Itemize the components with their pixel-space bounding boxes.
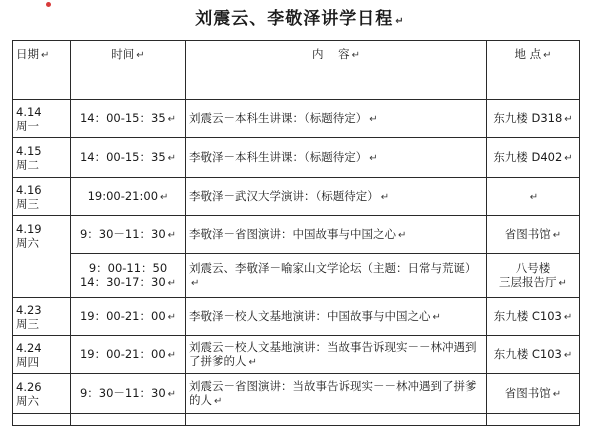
place-cell: 东九楼 C103 ↵ — [487, 336, 580, 374]
spacer-row — [13, 414, 580, 426]
header-row — [13, 41, 580, 100]
time-cell: 14：00-15：35 ↵ — [71, 100, 186, 138]
page-title: 刘震云、李敬泽讲学日程 ↵ — [195, 9, 405, 29]
table-row — [13, 138, 580, 178]
table-row — [13, 100, 580, 138]
place-cell: 东九楼 D318 ↵ — [487, 100, 580, 138]
time-cell: 19：00-21：00 ↵ — [71, 336, 186, 374]
table-row — [13, 298, 580, 336]
place-cell: 东九楼 D402 ↵ — [487, 138, 580, 178]
place-cell: 省图书馆 ↵ — [487, 216, 580, 254]
table-row — [13, 178, 580, 216]
content-cell: 刘震云－校人文基地演讲：当故事告诉现实－－林冲遇到了拼爹的人 ↵ — [186, 336, 487, 374]
time-cell: 19：00-21：00 ↵ — [71, 298, 186, 336]
header-place: 地 点 ↵ — [487, 41, 580, 100]
content-cell: 李敬泽－武汉大学演讲：（标题待定） ↵ — [186, 178, 487, 216]
spacer-cell — [487, 414, 580, 426]
content-cell: 李敬泽－省图演讲：中国故事与中国之心 ↵ — [186, 216, 487, 254]
date-cell: 4.16 周三 — [13, 178, 71, 216]
header-date: 日期 ↵ — [13, 41, 71, 100]
spacer-cell — [71, 414, 186, 426]
content-cell: 李敬泽－本科生讲课：（标题待定） ↵ — [186, 138, 487, 178]
place-cell: 东九楼 C103 ↵ — [487, 298, 580, 336]
date-cell: 4.24 周四 — [13, 336, 71, 374]
table-row — [13, 216, 580, 254]
header-time: 时间 ↵ — [71, 41, 186, 100]
content-cell: 刘震云、李敬泽－喻家山文学论坛（主题：日常与荒诞）↵ — [186, 254, 487, 298]
table-row — [13, 336, 580, 374]
date-cell: 4.19 周六 — [13, 216, 71, 298]
content-cell: 李敬泽－校人文基地演讲：中国故事与中国之心 ↵ — [186, 298, 487, 336]
table-row — [13, 254, 580, 298]
place-cell: 省图书馆 ↵ — [487, 374, 580, 414]
schedule-table — [12, 40, 580, 426]
table-row — [13, 374, 580, 414]
date-cell: 4.26 周六 — [13, 374, 71, 414]
content-cell: 刘震云－省图演讲：当故事告诉现实－－林冲遇到了拼爹的人 ↵ — [186, 374, 487, 414]
spacer-cell — [186, 414, 487, 426]
time-cell: 9：00-11：50 14：30-17：30 ↵ — [71, 254, 186, 298]
spacer-cell — [13, 414, 71, 426]
content-cell: 刘震云－本科生讲课：（标题待定） ↵ — [186, 100, 487, 138]
place-cell: 八号楼 三层报告厅 ↵ — [487, 254, 580, 298]
time-cell: 19:00-21:00 ↵ — [71, 178, 186, 216]
time-cell: 9：30－11：30 ↵ — [71, 216, 186, 254]
date-cell: 4.23 周三 — [13, 298, 71, 336]
time-cell: 9：30－11：30 ↵ — [71, 374, 186, 414]
header-content: 内 容 ↵ — [186, 41, 487, 100]
date-cell: 4.15 周二 — [13, 138, 71, 178]
date-cell: 4.14 周一 — [13, 100, 71, 138]
time-cell: 14：00-15：35 ↵ — [71, 138, 186, 178]
place-cell: ↵ — [487, 178, 580, 216]
